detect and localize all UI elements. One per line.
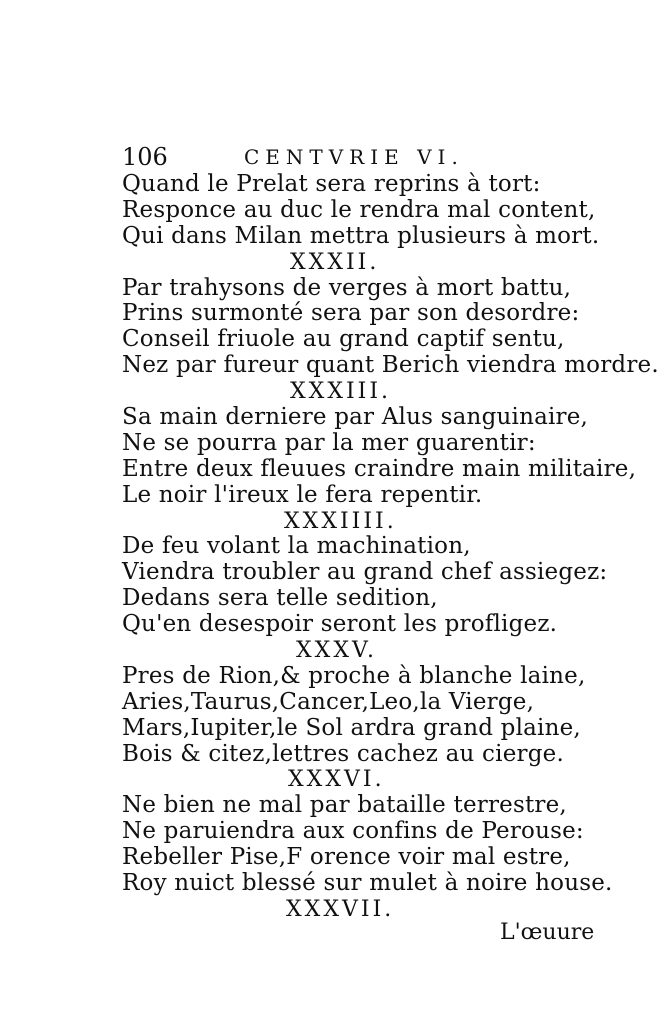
quatrain-numeral: XXXV. bbox=[296, 638, 378, 664]
running-head: CENTVRIE VI. bbox=[244, 145, 464, 169]
verse-line: Responce au duc le rendra mal content, bbox=[122, 196, 596, 223]
verse-line: Roy nuict blessé sur mulet à noire house. bbox=[122, 870, 613, 897]
verse-line: Viendra troubler au grand chef assiegez: bbox=[122, 559, 608, 586]
verse-line: Nez par fureur quant Berich viendra mordre. bbox=[122, 352, 659, 379]
verse-line: Pres de Rion,& proche à blanche laine, bbox=[122, 662, 586, 689]
quatrain-numeral: XXXIII. bbox=[290, 379, 392, 405]
verse-line: Le noir l'ireux le fera repentir. bbox=[122, 481, 483, 508]
verse-line: Qu'en desespoir seront les profligez. bbox=[122, 611, 558, 638]
verse-line: Dedans sera telle sedition, bbox=[122, 585, 438, 612]
quatrain-numeral: XXXII. bbox=[290, 249, 380, 275]
verse-line: Qui dans Milan mettra plusieurs à mort. bbox=[122, 222, 600, 249]
verse-line: Aries,Taurus,Cancer,Leo,la Vierge, bbox=[122, 688, 535, 715]
verse-line: Par trahysons de verges à mort battu, bbox=[122, 274, 572, 301]
catchword: L'œuure bbox=[500, 920, 595, 945]
verse-line: Mars,Iupiter,le Sol ardra grand plaine, bbox=[122, 714, 581, 741]
verse-line: Conseil friuole au grand captif sentu, bbox=[122, 326, 565, 353]
verse-line: Ne paruiendra aux confins de Perouse: bbox=[122, 818, 584, 845]
quatrain-numeral: XXXVI. bbox=[288, 767, 385, 793]
verse-line: Quand le Prelat sera reprins à tort: bbox=[122, 171, 541, 197]
verse-line: Ne bien ne mal par bataille terrestre, bbox=[122, 792, 567, 819]
page-number: 106 bbox=[122, 143, 168, 171]
quatrain-numeral: XXXVII. bbox=[286, 896, 395, 922]
verse-line: Entre deux fleuues craindre main militaire, bbox=[122, 455, 637, 482]
verse-line: Rebeller Pise,F orence voir mal estre, bbox=[122, 844, 571, 871]
page-header bbox=[122, 142, 562, 172]
verse-line: De feu volant la machination, bbox=[122, 533, 471, 560]
verse-line: Sa main derniere par Alus sanguinaire, bbox=[122, 404, 589, 431]
quatrain-numeral: XXXIIII. bbox=[284, 508, 397, 534]
verse-line: Bois & citez,lettres cachez au cierge. bbox=[122, 740, 564, 767]
verse-text bbox=[122, 171, 659, 923]
verse-line: Prins surmonté sera par son desordre: bbox=[122, 300, 580, 327]
verse-line: Ne se pourra par la mer guarentir: bbox=[122, 429, 536, 456]
